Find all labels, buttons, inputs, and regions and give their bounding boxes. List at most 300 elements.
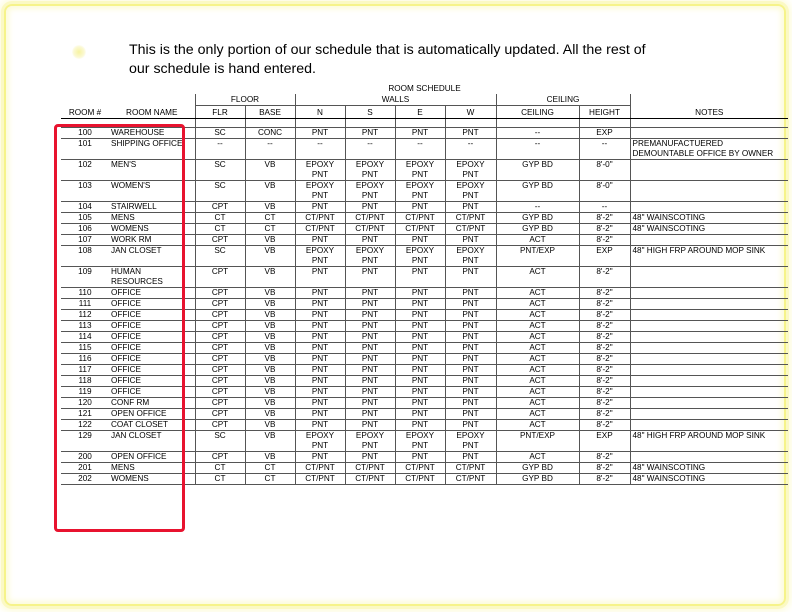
header-spacer: [109, 94, 195, 106]
cell-height: 8'-2": [579, 364, 630, 375]
cell-base-finish: VB: [245, 201, 295, 212]
cell-wall-s: PNT: [345, 320, 395, 331]
cell-wall-s: PNT: [345, 201, 395, 212]
cell-wall-e: EPOXY PNT: [395, 180, 445, 201]
cell-wall-s: PNT: [345, 375, 395, 386]
cell-floor-finish: CPT: [195, 342, 245, 353]
cell-wall-w: PNT: [445, 451, 496, 462]
cell-notes: [630, 159, 788, 180]
cell-room-number: 129: [61, 430, 109, 451]
cell-wall-n: PNT: [295, 331, 345, 342]
header-spacer: [630, 94, 788, 106]
cell-wall-s: PNT: [345, 342, 395, 353]
cell-wall-n: EPOXY PNT: [295, 159, 345, 180]
cell-wall-w: EPOXY PNT: [445, 159, 496, 180]
cell-room-number: 201: [61, 462, 109, 473]
cell-height: 8'-2": [579, 397, 630, 408]
cell-wall-e: EPOXY PNT: [395, 430, 445, 451]
cell-wall-w: PNT: [445, 397, 496, 408]
cell-base-finish: VB: [245, 245, 295, 266]
cell-room-name: OFFICE: [109, 298, 195, 309]
cell-base-finish: VB: [245, 342, 295, 353]
cell-wall-s: CT/PNT: [345, 473, 395, 484]
cell-room-name: OFFICE: [109, 331, 195, 342]
group-walls: WALLS: [295, 94, 496, 106]
col-wall-e: E: [395, 106, 445, 119]
cell-ceiling: GYP BD: [496, 462, 579, 473]
cell-base-finish: VB: [245, 430, 295, 451]
cell-ceiling: ACT: [496, 375, 579, 386]
cell-notes: [630, 342, 788, 353]
cell-wall-s: PNT: [345, 287, 395, 298]
cell-wall-n: PNT: [295, 320, 345, 331]
cell-wall-s: PNT: [345, 234, 395, 245]
cell-wall-s: EPOXY PNT: [345, 180, 395, 201]
cell-wall-s: PNT: [345, 419, 395, 430]
cell-room-number: 108: [61, 245, 109, 266]
cell-floor-finish: CPT: [195, 287, 245, 298]
cell-base-finish: VB: [245, 408, 295, 419]
cell-wall-s: PNT: [345, 309, 395, 320]
cell-wall-w: PNT: [445, 353, 496, 364]
cell-notes: [630, 320, 788, 331]
cell-wall-e: PNT: [395, 287, 445, 298]
cell-wall-w: CT/PNT: [445, 462, 496, 473]
cell-wall-e: PNT: [395, 397, 445, 408]
col-room-number: ROOM #: [61, 106, 109, 119]
cell-room-name: OFFICE: [109, 386, 195, 397]
cell-height: EXP: [579, 245, 630, 266]
cell-height: 8'-2": [579, 451, 630, 462]
cell-room-number: 100: [61, 127, 109, 138]
cell-floor-finish: CPT: [195, 309, 245, 320]
cell-floor-finish: CT: [195, 473, 245, 484]
cell-room-name: WOMENS: [109, 223, 195, 234]
cell-room-name: MENS: [109, 462, 195, 473]
cell-notes: [630, 180, 788, 201]
cell-wall-e: PNT: [395, 364, 445, 375]
cell-wall-n: CT/PNT: [295, 212, 345, 223]
cell-room-number: 112: [61, 309, 109, 320]
cell-height: --: [579, 201, 630, 212]
cell-room-number: 122: [61, 419, 109, 430]
cell-base-finish: VB: [245, 364, 295, 375]
cell-wall-e: CT/PNT: [395, 212, 445, 223]
cell-floor-finish: CPT: [195, 320, 245, 331]
cell-wall-w: EPOXY PNT: [445, 180, 496, 201]
col-height: HEIGHT: [579, 106, 630, 119]
cell-base-finish: VB: [245, 419, 295, 430]
cell-notes: [630, 331, 788, 342]
cell-floor-finish: CPT: [195, 375, 245, 386]
cell-wall-n: PNT: [295, 201, 345, 212]
cell-wall-e: EPOXY PNT: [395, 245, 445, 266]
cell-ceiling: ACT: [496, 342, 579, 353]
cell-floor-finish: CPT: [195, 397, 245, 408]
cell-wall-w: PNT: [445, 266, 496, 287]
cell-room-number: 117: [61, 364, 109, 375]
cell-room-name: WOMENS: [109, 473, 195, 484]
cell-wall-e: PNT: [395, 419, 445, 430]
cell-ceiling: ACT: [496, 298, 579, 309]
cell-room-name: COAT CLOSET: [109, 419, 195, 430]
cell-notes: [630, 386, 788, 397]
cell-ceiling: ACT: [496, 419, 579, 430]
cell-wall-e: PNT: [395, 375, 445, 386]
cell-floor-finish: SC: [195, 245, 245, 266]
cell-height: --: [579, 138, 630, 159]
cell-room-number: 102: [61, 159, 109, 180]
cell-wall-w: PNT: [445, 408, 496, 419]
cell-wall-s: PNT: [345, 298, 395, 309]
cell-wall-s: PNT: [345, 364, 395, 375]
cell-floor-finish: CT: [195, 462, 245, 473]
cell-height: 8'-2": [579, 408, 630, 419]
col-notes: NOTES: [630, 106, 788, 119]
cell-wall-e: PNT: [395, 451, 445, 462]
cell-base-finish: VB: [245, 353, 295, 364]
cell-wall-n: PNT: [295, 451, 345, 462]
cell-floor-finish: SC: [195, 430, 245, 451]
cell-base-finish: --: [245, 138, 295, 159]
cell-wall-s: PNT: [345, 397, 395, 408]
cell-ceiling: ACT: [496, 451, 579, 462]
cell-wall-n: PNT: [295, 419, 345, 430]
cell-wall-e: PNT: [395, 298, 445, 309]
cell-floor-finish: CPT: [195, 386, 245, 397]
cell-wall-n: PNT: [295, 386, 345, 397]
cell-room-number: 106: [61, 223, 109, 234]
cell-room-number: 121: [61, 408, 109, 419]
cell-wall-n: CT/PNT: [295, 462, 345, 473]
cell-height: 8'-2": [579, 298, 630, 309]
cell-room-name: WAREHOUSE: [109, 127, 195, 138]
cell-height: EXP: [579, 430, 630, 451]
cell-ceiling: ACT: [496, 320, 579, 331]
cell-ceiling: GYP BD: [496, 159, 579, 180]
cell-wall-e: PNT: [395, 127, 445, 138]
cell-wall-e: PNT: [395, 320, 445, 331]
cell-wall-s: EPOXY PNT: [345, 430, 395, 451]
cell-height: 8'-2": [579, 353, 630, 364]
cell-wall-n: CT/PNT: [295, 473, 345, 484]
cell-base-finish: CT: [245, 212, 295, 223]
cell-wall-e: CT/PNT: [395, 223, 445, 234]
cell-height: 8'-2": [579, 309, 630, 320]
cell-floor-finish: CPT: [195, 298, 245, 309]
cell-wall-e: CT/PNT: [395, 462, 445, 473]
cell-floor-finish: CPT: [195, 364, 245, 375]
cell-notes: 48" HIGH FRP AROUND MOP SINK: [630, 430, 788, 451]
cell-ceiling: ACT: [496, 331, 579, 342]
cell-room-name: JAN CLOSET: [109, 245, 195, 266]
col-wall-s: S: [345, 106, 395, 119]
cell-height: 8'-0": [579, 180, 630, 201]
cell-wall-w: PNT: [445, 364, 496, 375]
cell-wall-w: PNT: [445, 342, 496, 353]
cell-wall-w: PNT: [445, 309, 496, 320]
cell-ceiling: --: [496, 138, 579, 159]
cell-wall-w: PNT: [445, 234, 496, 245]
cell-floor-finish: --: [195, 138, 245, 159]
cell-room-number: 110: [61, 287, 109, 298]
col-base: BASE: [245, 106, 295, 119]
cell-room-number: 118: [61, 375, 109, 386]
cell-ceiling: ACT: [496, 408, 579, 419]
cell-floor-finish: SC: [195, 180, 245, 201]
bullet-icon: [72, 45, 86, 59]
cell-ceiling: --: [496, 201, 579, 212]
cell-room-name: OFFICE: [109, 320, 195, 331]
cell-room-name: SHIPPING OFFICE: [109, 138, 195, 159]
cell-wall-w: --: [445, 138, 496, 159]
cell-wall-w: CT/PNT: [445, 212, 496, 223]
cell-wall-e: PNT: [395, 342, 445, 353]
cell-wall-e: PNT: [395, 408, 445, 419]
cell-ceiling: ACT: [496, 386, 579, 397]
cell-height: 8'-2": [579, 375, 630, 386]
cell-height: EXP: [579, 127, 630, 138]
cell-wall-n: PNT: [295, 298, 345, 309]
header-spacer: [61, 94, 109, 106]
cell-height: 8'-2": [579, 234, 630, 245]
cell-room-name: OFFICE: [109, 287, 195, 298]
cell-ceiling: PNT/EXP: [496, 245, 579, 266]
cell-wall-n: PNT: [295, 364, 345, 375]
cell-room-number: 113: [61, 320, 109, 331]
cell-room-number: 115: [61, 342, 109, 353]
cell-wall-n: PNT: [295, 127, 345, 138]
cell-wall-e: PNT: [395, 234, 445, 245]
cell-wall-w: PNT: [445, 386, 496, 397]
cell-height: 8'-2": [579, 212, 630, 223]
cell-wall-e: PNT: [395, 386, 445, 397]
cell-wall-n: EPOXY PNT: [295, 245, 345, 266]
cell-base-finish: CONC: [245, 127, 295, 138]
cell-base-finish: VB: [245, 287, 295, 298]
cell-wall-w: CT/PNT: [445, 473, 496, 484]
cell-wall-w: PNT: [445, 419, 496, 430]
cell-wall-w: PNT: [445, 127, 496, 138]
cell-wall-s: CT/PNT: [345, 462, 395, 473]
cell-floor-finish: SC: [195, 159, 245, 180]
cell-ceiling: ACT: [496, 266, 579, 287]
cell-base-finish: VB: [245, 309, 295, 320]
cell-room-name: STAIRWELL: [109, 201, 195, 212]
cell-ceiling: ACT: [496, 364, 579, 375]
cell-base-finish: VB: [245, 375, 295, 386]
cell-base-finish: VB: [245, 451, 295, 462]
cell-notes: [630, 127, 788, 138]
schedule-title: ROOM SCHEDULE: [388, 83, 461, 93]
cell-room-number: 202: [61, 473, 109, 484]
cell-floor-finish: CPT: [195, 331, 245, 342]
cell-wall-w: EPOXY PNT: [445, 430, 496, 451]
cell-height: 8'-2": [579, 266, 630, 287]
cell-notes: [630, 451, 788, 462]
cell-wall-n: PNT: [295, 397, 345, 408]
cell-base-finish: VB: [245, 234, 295, 245]
cell-height: 8'-2": [579, 419, 630, 430]
cell-room-number: 119: [61, 386, 109, 397]
cell-wall-n: PNT: [295, 342, 345, 353]
cell-base-finish: VB: [245, 397, 295, 408]
cell-notes: [630, 298, 788, 309]
cell-wall-n: PNT: [295, 287, 345, 298]
cell-room-number: 116: [61, 353, 109, 364]
cell-room-name: OPEN OFFICE: [109, 408, 195, 419]
cell-wall-s: PNT: [345, 266, 395, 287]
cell-ceiling: GYP BD: [496, 212, 579, 223]
cell-room-number: 105: [61, 212, 109, 223]
cell-room-number: 104: [61, 201, 109, 212]
cell-ceiling: --: [496, 127, 579, 138]
cell-base-finish: VB: [245, 298, 295, 309]
cell-room-name: HUMAN RESOURCES: [109, 266, 195, 287]
cell-room-number: 114: [61, 331, 109, 342]
cell-wall-w: PNT: [445, 298, 496, 309]
group-floor: FLOOR: [195, 94, 295, 106]
cell-wall-n: PNT: [295, 375, 345, 386]
cell-room-name: WORK RM: [109, 234, 195, 245]
intro-text: This is the only portion of our schedule that is automatically updated. All the rest of our schedule is hand entered.: [129, 42, 646, 77]
cell-ceiling: PNT/EXP: [496, 430, 579, 451]
cell-room-number: 120: [61, 397, 109, 408]
cell-floor-finish: CT: [195, 212, 245, 223]
cell-height: 8'-2": [579, 473, 630, 484]
cell-base-finish: VB: [245, 180, 295, 201]
cell-wall-s: EPOXY PNT: [345, 245, 395, 266]
cell-base-finish: VB: [245, 159, 295, 180]
cell-wall-s: --: [345, 138, 395, 159]
col-wall-n: N: [295, 106, 345, 119]
cell-wall-w: CT/PNT: [445, 223, 496, 234]
cell-room-number: 107: [61, 234, 109, 245]
cell-notes: [630, 287, 788, 298]
cell-wall-e: PNT: [395, 331, 445, 342]
cell-notes: 48" WAINSCOTING: [630, 462, 788, 473]
cell-floor-finish: CPT: [195, 266, 245, 287]
cell-ceiling: ACT: [496, 309, 579, 320]
cell-notes: [630, 353, 788, 364]
cell-notes: [630, 234, 788, 245]
cell-notes: [630, 364, 788, 375]
cell-room-number: 111: [61, 298, 109, 309]
col-ceiling: CEILING: [496, 106, 579, 119]
cell-notes: [630, 397, 788, 408]
cell-wall-w: PNT: [445, 331, 496, 342]
cell-wall-s: PNT: [345, 386, 395, 397]
cell-wall-e: PNT: [395, 309, 445, 320]
cell-room-name: OFFICE: [109, 375, 195, 386]
cell-wall-n: PNT: [295, 408, 345, 419]
cell-room-name: OFFICE: [109, 309, 195, 320]
col-wall-w: W: [445, 106, 496, 119]
cell-notes: 48" WAINSCOTING: [630, 212, 788, 223]
cell-notes: [630, 375, 788, 386]
cell-wall-n: --: [295, 138, 345, 159]
cell-floor-finish: CPT: [195, 408, 245, 419]
group-ceiling: CEILING: [496, 94, 630, 106]
cell-height: 8'-2": [579, 342, 630, 353]
cell-ceiling: GYP BD: [496, 180, 579, 201]
cell-height: 8'-2": [579, 320, 630, 331]
cell-base-finish: VB: [245, 266, 295, 287]
cell-notes: PREMANUFACTUERED DEMOUNTABLE OFFICE BY OWNER: [630, 138, 788, 159]
cell-notes: [630, 408, 788, 419]
cell-height: 8'-2": [579, 223, 630, 234]
cell-room-name: MENS: [109, 212, 195, 223]
cell-wall-n: PNT: [295, 234, 345, 245]
cell-room-name: WOMEN'S: [109, 180, 195, 201]
cell-height: 8'-2": [579, 287, 630, 298]
cell-notes: 48" WAINSCOTING: [630, 473, 788, 484]
cell-wall-e: EPOXY PNT: [395, 159, 445, 180]
cell-wall-w: PNT: [445, 320, 496, 331]
highlight-box: [54, 124, 185, 532]
cell-room-name: OPEN OFFICE: [109, 451, 195, 462]
cell-room-name: JAN CLOSET: [109, 430, 195, 451]
cell-ceiling: GYP BD: [496, 473, 579, 484]
cell-notes: [630, 266, 788, 287]
cell-room-number: 109: [61, 266, 109, 287]
cell-room-name: MEN'S: [109, 159, 195, 180]
cell-wall-e: PNT: [395, 353, 445, 364]
cell-wall-n: CT/PNT: [295, 223, 345, 234]
cell-wall-s: PNT: [345, 331, 395, 342]
cell-base-finish: VB: [245, 320, 295, 331]
cell-wall-e: PNT: [395, 266, 445, 287]
cell-wall-w: EPOXY PNT: [445, 245, 496, 266]
cell-room-number: 103: [61, 180, 109, 201]
cell-room-name: CONF RM: [109, 397, 195, 408]
cell-floor-finish: CT: [195, 223, 245, 234]
cell-wall-s: PNT: [345, 127, 395, 138]
cell-floor-finish: CPT: [195, 419, 245, 430]
cell-room-name: OFFICE: [109, 364, 195, 375]
cell-notes: 48" WAINSCOTING: [630, 223, 788, 234]
cell-notes: 48" HIGH FRP AROUND MOP SINK: [630, 245, 788, 266]
cell-floor-finish: CPT: [195, 201, 245, 212]
cell-height: 8'-0": [579, 159, 630, 180]
cell-wall-s: PNT: [345, 451, 395, 462]
cell-base-finish: CT: [245, 473, 295, 484]
col-floor: FLR: [195, 106, 245, 119]
cell-wall-n: PNT: [295, 353, 345, 364]
cell-base-finish: CT: [245, 462, 295, 473]
cell-floor-finish: CPT: [195, 234, 245, 245]
cell-wall-s: CT/PNT: [345, 212, 395, 223]
cell-notes: [630, 419, 788, 430]
cell-wall-e: PNT: [395, 201, 445, 212]
cell-height: 8'-2": [579, 386, 630, 397]
cell-room-number: 101: [61, 138, 109, 159]
cell-wall-s: PNT: [345, 408, 395, 419]
cell-room-name: OFFICE: [109, 342, 195, 353]
cell-base-finish: VB: [245, 331, 295, 342]
cell-ceiling: ACT: [496, 234, 579, 245]
cell-wall-e: --: [395, 138, 445, 159]
cell-notes: [630, 201, 788, 212]
cell-height: 8'-2": [579, 331, 630, 342]
cell-wall-n: EPOXY PNT: [295, 180, 345, 201]
col-room-name: ROOM NAME: [109, 106, 195, 119]
cell-wall-w: PNT: [445, 201, 496, 212]
cell-base-finish: VB: [245, 386, 295, 397]
cell-base-finish: CT: [245, 223, 295, 234]
cell-wall-e: CT/PNT: [395, 473, 445, 484]
cell-wall-n: PNT: [295, 266, 345, 287]
